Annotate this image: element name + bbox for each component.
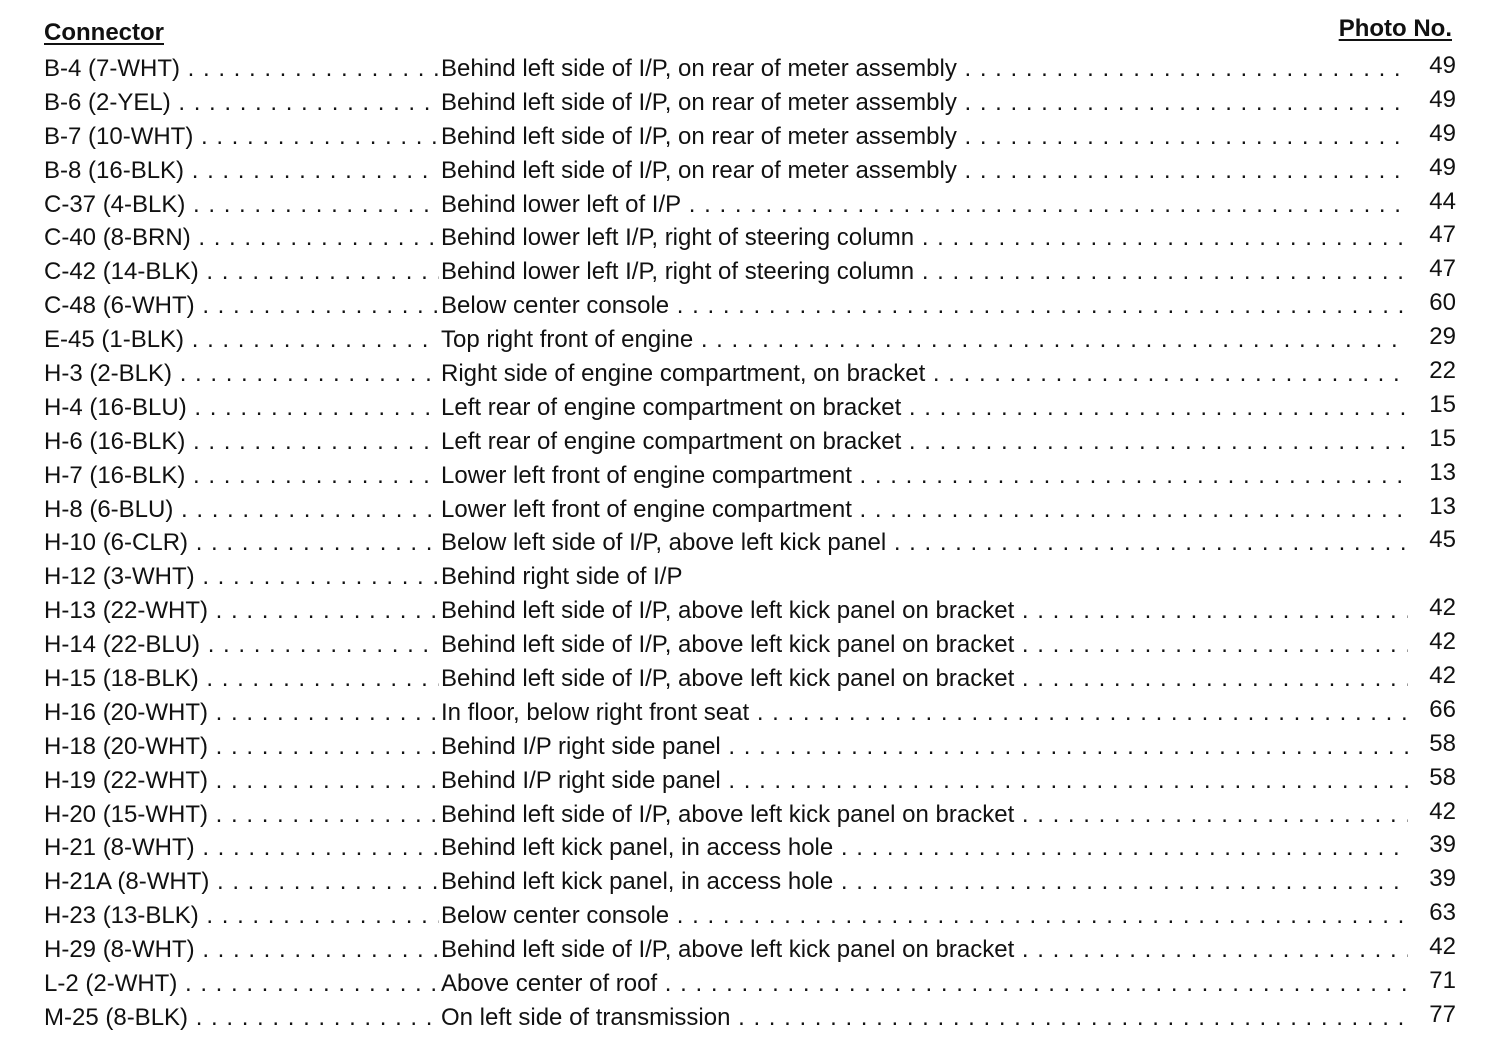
photo-number: 42: [1429, 594, 1456, 622]
connector-id: H-12 (3-WHT) . . .: [44, 560, 439, 594]
photo-number: 49: [1429, 52, 1456, 79]
connector-id: H-21 (8-WHT) . . .: [44, 831, 439, 865]
connector-location: Behind lower left of I/P . . .: [441, 188, 1408, 222]
connector-id: C-40 (8-BRN) . . .: [44, 221, 439, 255]
connector-id: B-8 (16-BLK) . . .: [44, 154, 439, 188]
table-row: [44, 865, 1456, 899]
connector-id: B-7 (10-WHT) . . .: [44, 120, 439, 154]
photo-number: 22: [1429, 357, 1456, 385]
photo-number: 63: [1429, 899, 1456, 927]
connector-id: H-7 (16-BLK) . . .: [44, 459, 439, 493]
photo-number: 15: [1429, 390, 1456, 418]
connector-id: C-48 (6-WHT) . . .: [44, 289, 439, 323]
connector-id: H-20 (15-WHT) . . .: [44, 798, 439, 832]
table-row: [44, 52, 1456, 86]
connector-location: Behind left side of I/P, above left kick panel on bracket . . .: [441, 594, 1408, 628]
photo-number: 42: [1429, 628, 1456, 656]
photo-number: 13: [1429, 458, 1456, 486]
table-row: [44, 459, 1456, 493]
table-row: [44, 526, 1456, 560]
connector-location: Lower left front of engine compartment . . .: [441, 493, 1408, 527]
connector-location: Behind lower left I/P, right of steering column . . .: [441, 221, 1408, 255]
connector-location: Behind I/P right side panel . . .: [441, 764, 1408, 798]
connector-location: Below center console . . .: [441, 899, 1408, 933]
connector-location: Below center console . . .: [441, 289, 1408, 323]
connector-id: H-6 (16-BLK) . . .: [44, 425, 439, 459]
photo-number: 29: [1429, 323, 1456, 351]
connector-column-header: Connector: [44, 19, 164, 46]
connector-location: Left rear of engine compartment on bracket . . .: [441, 425, 1408, 459]
connector-location: Top right front of engine . . .: [441, 323, 1408, 357]
table-row: [44, 86, 1456, 120]
table-row: [44, 425, 1456, 459]
table-row: [44, 628, 1456, 662]
connector-id: H-4 (16-BLU) . . .: [44, 391, 439, 425]
photo-number: 15: [1429, 424, 1456, 452]
photo-number: 47: [1429, 255, 1456, 283]
connector-id: H-8 (6-BLU) . . .: [44, 493, 439, 527]
connector-location: Behind left side of I/P, on rear of meter assembly . . .: [441, 86, 1408, 120]
connector-location: Behind left side of I/P, above left kick panel on bracket . . .: [441, 662, 1408, 696]
table-row: [44, 764, 1456, 798]
connector-location: In floor, below right front seat . . .: [441, 696, 1408, 730]
table-row: [44, 255, 1456, 289]
connector-location: Behind I/P right side panel . . .: [441, 730, 1408, 764]
table-row: [44, 188, 1456, 222]
connector-location: Below left side of I/P, above left kick panel . . .: [441, 526, 1408, 560]
table-row: [44, 1001, 1456, 1035]
table-row: [44, 899, 1456, 933]
connector-location: Behind left side of I/P, above left kick panel on bracket . . .: [441, 933, 1408, 967]
table-row: [44, 323, 1456, 357]
table-row: [44, 357, 1456, 391]
connector-id: B-6 (2-YEL) . . .: [44, 86, 439, 120]
photo-number: 49: [1429, 119, 1456, 147]
connector-id: M-25 (8-BLK) . . .: [44, 1001, 439, 1035]
connector-location: Behind left kick panel, in access hole . . .: [441, 865, 1408, 899]
connector-id: H-15 (18-BLK) . . .: [44, 662, 439, 696]
table-row: [44, 120, 1456, 154]
table-row: [44, 391, 1456, 425]
connector-id: H-21A (8-WHT) . . .: [44, 865, 439, 899]
photo-number: 13: [1429, 492, 1456, 520]
photo-number-column-header: Photo No.: [1338, 15, 1452, 42]
photo-number: 42: [1429, 797, 1456, 825]
photo-number: 39: [1429, 865, 1456, 893]
connector-location: Behind left side of I/P, above left kick panel on bracket . . .: [441, 628, 1408, 662]
table-row: [44, 493, 1456, 527]
photo-number: 45: [1429, 526, 1456, 554]
table-row: [44, 798, 1456, 832]
photo-number: 47: [1429, 221, 1456, 249]
photo-number: 66: [1429, 695, 1456, 723]
table-header: [44, 16, 1452, 50]
table-row: [44, 967, 1456, 1001]
connector-id: H-18 (20-WHT) . . .: [44, 730, 439, 764]
photo-number: 49: [1429, 153, 1456, 181]
connector-id: C-42 (14-BLK) . . .: [44, 255, 439, 289]
connector-location: Above center of roof . . .: [441, 967, 1408, 1001]
photo-number: 71: [1429, 967, 1456, 995]
photo-number: 77: [1429, 1000, 1456, 1028]
table-row: [44, 831, 1456, 865]
photo-number: 60: [1429, 289, 1456, 317]
connector-location: Behind left kick panel, in access hole . . .: [441, 831, 1408, 865]
connector-id: E-45 (1-BLK) . . .: [44, 323, 439, 357]
connector-id: C-37 (4-BLK) . . .: [44, 188, 439, 222]
connector-id: H-16 (20-WHT) . . .: [44, 696, 439, 730]
connector-id: H-23 (13-BLK) . . .: [44, 899, 439, 933]
connector-location: Behind left side of I/P, on rear of meter assembly . . .: [441, 52, 1408, 86]
connector-location: Left rear of engine compartment on bracket . . .: [441, 391, 1408, 425]
table-body: [44, 52, 1456, 1035]
connector-location: On left side of transmission . . .: [441, 1001, 1408, 1035]
table-row: [44, 154, 1456, 188]
table-row: [44, 662, 1456, 696]
table-row: [44, 594, 1456, 628]
table-row: [44, 730, 1456, 764]
photo-number: 39: [1429, 831, 1456, 859]
connector-id: H-29 (8-WHT) . . .: [44, 933, 439, 967]
connector-location: Behind left side of I/P, above left kick panel on bracket . . .: [441, 798, 1408, 832]
table-row: [44, 933, 1456, 967]
table-row: [44, 221, 1456, 255]
connector-id: H-14 (22-BLU) . . .: [44, 628, 439, 662]
connector-location: Lower left front of engine compartment . . .: [441, 459, 1408, 493]
connector-id: L-2 (2-WHT) . . .: [44, 967, 439, 1001]
photo-number: 58: [1429, 763, 1456, 791]
photo-number: 42: [1429, 662, 1456, 690]
photo-number: 58: [1429, 729, 1456, 757]
connector-id: H-19 (22-WHT) . . .: [44, 764, 439, 798]
table-row: [44, 289, 1456, 323]
photo-number: 49: [1429, 85, 1456, 113]
connector-location: Right side of engine compartment, on bracket . . .: [441, 357, 1408, 391]
photo-number: 44: [1429, 187, 1456, 215]
connector-location: Behind left side of I/P, on rear of meter assembly . . .: [441, 120, 1408, 154]
table-row: [44, 560, 1456, 594]
connector-id: B-4 (7-WHT) . . .: [44, 52, 439, 86]
connector-id: H-10 (6-CLR) . . .: [44, 526, 439, 560]
connector-location: Behind right side of I/P: [441, 563, 683, 591]
connector-location: Behind left side of I/P, on rear of meter assembly . . .: [441, 154, 1408, 188]
connector-id: H-3 (2-BLK) . . .: [44, 357, 439, 391]
connector-location: Behind lower left I/P, right of steering column . . .: [441, 255, 1408, 289]
connector-id: H-13 (22-WHT) . . .: [44, 594, 439, 628]
table-row: [44, 696, 1456, 730]
photo-number: 42: [1429, 933, 1456, 961]
